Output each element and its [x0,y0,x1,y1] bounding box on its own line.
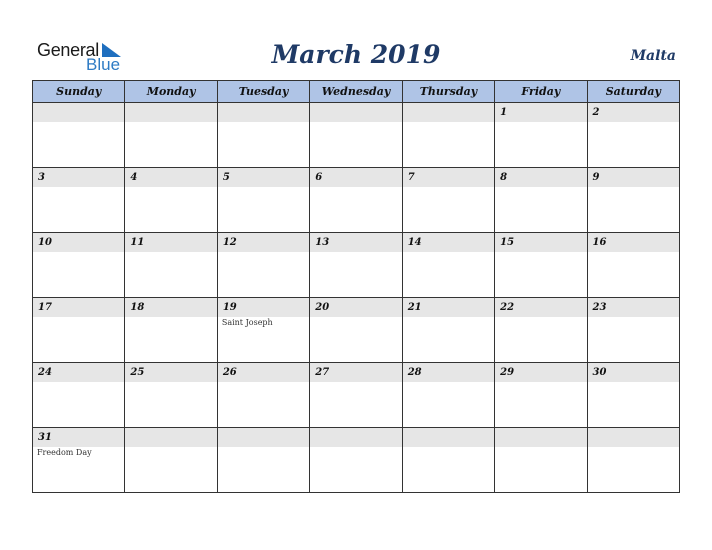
holiday-label [588,252,679,253]
holiday-label: Saint Joseph [221,318,273,327]
day-cell [402,298,494,363]
calendar-body [33,103,680,493]
holiday-label [218,382,309,383]
day-cell [33,168,125,233]
holiday-label [495,317,586,318]
day-number: 1 [495,103,586,122]
day-number: 10 [33,233,124,252]
day-cell [495,298,587,363]
day-number: 30 [588,363,679,382]
day-cell [310,168,402,233]
day-number: 5 [218,168,309,187]
day-number [403,428,494,447]
day-number: 8 [495,168,586,187]
holiday-label [495,252,586,253]
weekday-header-thursday: Thursday [402,81,494,103]
day-number: 13 [310,233,401,252]
day-cell [217,428,309,493]
logo-word-blue: Blue [86,55,121,74]
day-number: 19 [218,298,309,317]
holiday-label [495,187,586,188]
holiday-label [588,382,679,383]
day-number: 24 [33,363,124,382]
holiday-label [495,447,586,448]
day-cell [495,363,587,428]
day-cell [310,298,402,363]
holiday-label [403,447,494,448]
day-number: 18 [125,298,216,317]
day-number: 15 [495,233,586,252]
holiday-label [403,382,494,383]
holiday-label [33,317,124,318]
holiday-label [403,317,494,318]
day-cell [587,298,679,363]
weekday-header-saturday: Saturday [587,81,679,103]
week-row [33,428,680,493]
day-cell [402,103,494,168]
weekday-header-sunday: Sunday [33,81,125,103]
day-number: 2 [588,103,679,122]
week-row [33,298,680,363]
day-number: 21 [403,298,494,317]
day-cell [310,428,402,493]
day-number: 25 [125,363,216,382]
day-number [33,103,124,122]
weekday-header-wednesday: Wednesday [310,81,402,103]
holiday-label [33,122,124,123]
holiday-label [310,187,401,188]
day-number: 7 [403,168,494,187]
day-cell [587,363,679,428]
holiday-label [403,252,494,253]
holiday-label [310,382,401,383]
day-cell [310,103,402,168]
day-cell [402,363,494,428]
day-cell [217,363,309,428]
holiday-label [125,447,216,448]
day-number: 12 [218,233,309,252]
holiday-label [588,122,679,123]
holiday-label [588,317,679,318]
day-cell [402,233,494,298]
day-number: 17 [33,298,124,317]
day-cell [587,103,679,168]
day-cell [125,103,217,168]
week-row [33,103,680,168]
holiday-label [218,447,309,448]
day-cell [587,168,679,233]
day-number: 3 [33,168,124,187]
day-number: 11 [125,233,216,252]
day-cell [402,428,494,493]
day-cell [310,363,402,428]
day-cell [587,233,679,298]
week-row [33,363,680,428]
day-cell [495,428,587,493]
day-cell [33,233,125,298]
day-cell [125,168,217,233]
holiday-label [403,187,494,188]
day-cell [125,233,217,298]
day-number: 6 [310,168,401,187]
day-cell [125,298,217,363]
weekday-header-row [33,81,680,103]
holiday-label [125,122,216,123]
day-number: 20 [310,298,401,317]
day-cell [402,168,494,233]
day-number: 23 [588,298,679,317]
calendar-grid [32,80,680,493]
day-number: 4 [125,168,216,187]
day-number [403,103,494,122]
week-row [33,168,680,233]
day-cell [310,233,402,298]
holiday-label [310,447,401,448]
holiday-label [588,187,679,188]
logo-word-general: General [37,40,99,60]
holiday-label [218,252,309,253]
day-number: 29 [495,363,586,382]
holiday-label [310,317,401,318]
day-number: 27 [310,363,401,382]
country-label: Malta [630,48,676,64]
day-cell [217,298,309,363]
holiday-label [495,122,586,123]
day-cell [495,103,587,168]
weekday-header-tuesday: Tuesday [217,81,309,103]
holiday-label: Freedom Day [37,448,92,457]
day-number: 31 [33,428,124,447]
holiday-label [495,382,586,383]
day-cell [125,363,217,428]
holiday-label [33,187,124,188]
holiday-label [125,382,216,383]
weekday-header-friday: Friday [495,81,587,103]
holiday-label [125,187,216,188]
day-number [310,103,401,122]
page-title: March 2019 [271,40,441,69]
holiday-label [218,122,309,123]
day-cell [33,363,125,428]
day-number: 28 [403,363,494,382]
day-cell [125,428,217,493]
day-cell [217,168,309,233]
day-cell [33,103,125,168]
week-row [33,233,680,298]
holiday-label [125,252,216,253]
day-number [495,428,586,447]
day-number [218,103,309,122]
day-number: 9 [588,168,679,187]
day-number [310,428,401,447]
holiday-label [310,122,401,123]
weekday-header-monday: Monday [125,81,217,103]
holiday-label [588,447,679,448]
holiday-label [33,382,124,383]
holiday-label [310,252,401,253]
day-number: 16 [588,233,679,252]
day-number [125,103,216,122]
day-cell [495,233,587,298]
day-cell [217,233,309,298]
day-number [218,428,309,447]
holiday-label [403,122,494,123]
holiday-label [33,252,124,253]
day-number: 14 [403,233,494,252]
holiday-label [218,187,309,188]
day-number: 22 [495,298,586,317]
day-number [125,428,216,447]
day-cell [33,428,125,493]
day-cell [33,298,125,363]
day-cell [495,168,587,233]
day-cell [217,103,309,168]
day-number [588,428,679,447]
day-number: 26 [218,363,309,382]
day-cell [587,428,679,493]
holiday-label [125,317,216,318]
